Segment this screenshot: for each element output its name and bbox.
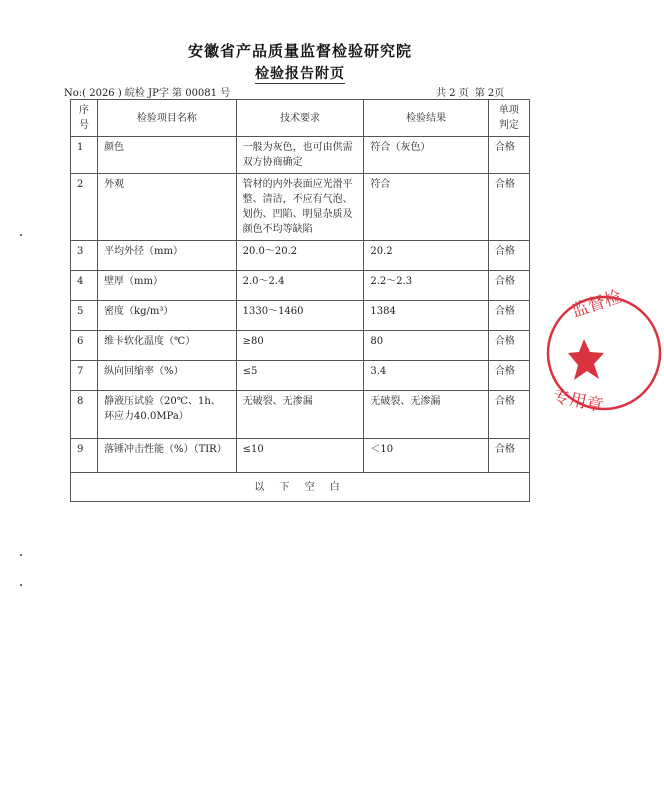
report-number: No:( 2026 ) 皖检 JP字 第 00081 号 (64, 88, 231, 99)
row-requirement: 无破裂、无渗漏 (236, 391, 364, 439)
end-row (71, 473, 530, 502)
row-verdict: 合格 (488, 391, 529, 439)
table-row (71, 391, 530, 439)
row-verdict: 合格 (488, 174, 529, 241)
row-item: 纵向回缩率（%） (98, 361, 237, 391)
row-result: 符合 (364, 174, 488, 241)
header-requirement: 技术要求 (236, 100, 364, 137)
scan-dot (20, 234, 22, 236)
subtitle-text: 检验报告附页 (255, 66, 345, 82)
row-requirement: 管材的内外表面应光滑平整、清洁，不应有气泡、划伤、凹陷、明显杂质及颜色不均等缺陷 (236, 174, 364, 241)
row-no: 4 (71, 271, 98, 301)
row-verdict: 合格 (488, 241, 529, 271)
row-requirement: 2.0～2.4 (236, 271, 364, 301)
row-result: 80 (364, 331, 488, 361)
row-result: 符合（灰色） (364, 137, 488, 174)
row-item: 平均外径（mm） (98, 241, 237, 271)
row-item: 落锤冲击性能（%）（TIR） (98, 439, 237, 473)
table-row (71, 174, 530, 241)
total-pages: 共 2 页 (436, 88, 469, 99)
scan-dot (20, 554, 22, 556)
page-info (430, 84, 504, 99)
row-requirement: ≤5 (236, 361, 364, 391)
table-row (71, 137, 530, 174)
row-verdict: 合格 (488, 271, 529, 301)
current-page: 第 2页 (474, 88, 505, 99)
row-no: 3 (71, 241, 98, 271)
stamp-star-icon (568, 339, 604, 380)
row-no: 5 (71, 301, 98, 331)
table-row (71, 301, 530, 331)
stamp-text-bottom: 专用章 (550, 386, 606, 417)
row-requirement: ≥80 (236, 331, 364, 361)
report-title: 安徽省产品质量监督检验研究院 (187, 42, 412, 60)
row-verdict: 合格 (488, 361, 529, 391)
row-item: 静液压试验（20℃、1h、环应力40.0MPa） (98, 391, 237, 439)
header-no: 序号 (71, 100, 98, 137)
header-result: 检验结果 (364, 100, 488, 137)
row-no: 6 (71, 331, 98, 361)
table-row (71, 271, 530, 301)
stamp-text-top: 监督检 (569, 286, 625, 322)
table-header-row (71, 100, 530, 137)
header-verdict: 单项判定 (488, 100, 529, 137)
row-no: 9 (71, 439, 98, 473)
row-requirement: 一般为灰色，也可由供需双方协商确定 (236, 137, 364, 174)
row-result: 1384 (364, 301, 488, 331)
inspection-table (70, 99, 530, 502)
table-row (71, 361, 530, 391)
row-verdict: 合格 (488, 439, 529, 473)
row-verdict: 合格 (488, 301, 529, 331)
row-no: 2 (71, 174, 98, 241)
end-note: 以 下 空 白 (71, 473, 530, 502)
row-requirement: 1330～1460 (236, 301, 364, 331)
report-subtitle (0, 63, 600, 83)
row-no: 8 (71, 391, 98, 439)
row-requirement: 20.0～20.2 (236, 241, 364, 271)
row-result: 3.4 (364, 361, 488, 391)
table-row (71, 439, 530, 473)
row-verdict: 合格 (488, 137, 529, 174)
row-result: 20.2 (364, 241, 488, 271)
row-item: 密度（kg/m³） (98, 301, 237, 331)
row-no: 1 (71, 137, 98, 174)
row-requirement: ≤10 (236, 439, 364, 473)
row-item: 颜色 (98, 137, 237, 174)
row-item: 外观 (98, 174, 237, 241)
table-row (71, 241, 530, 271)
row-result: ＜10 (364, 439, 488, 473)
official-seal-stamp (544, 286, 664, 417)
header-item: 检验项目名称 (98, 100, 237, 137)
scan-dot (20, 584, 22, 586)
row-no: 7 (71, 361, 98, 391)
row-result: 无破裂、无渗漏 (364, 391, 488, 439)
row-result: 2.2～2.3 (364, 271, 488, 301)
row-item: 壁厚（mm） (98, 271, 237, 301)
table-row (71, 331, 530, 361)
row-verdict: 合格 (488, 331, 529, 361)
row-item: 维卡软化温度（℃） (98, 331, 237, 361)
